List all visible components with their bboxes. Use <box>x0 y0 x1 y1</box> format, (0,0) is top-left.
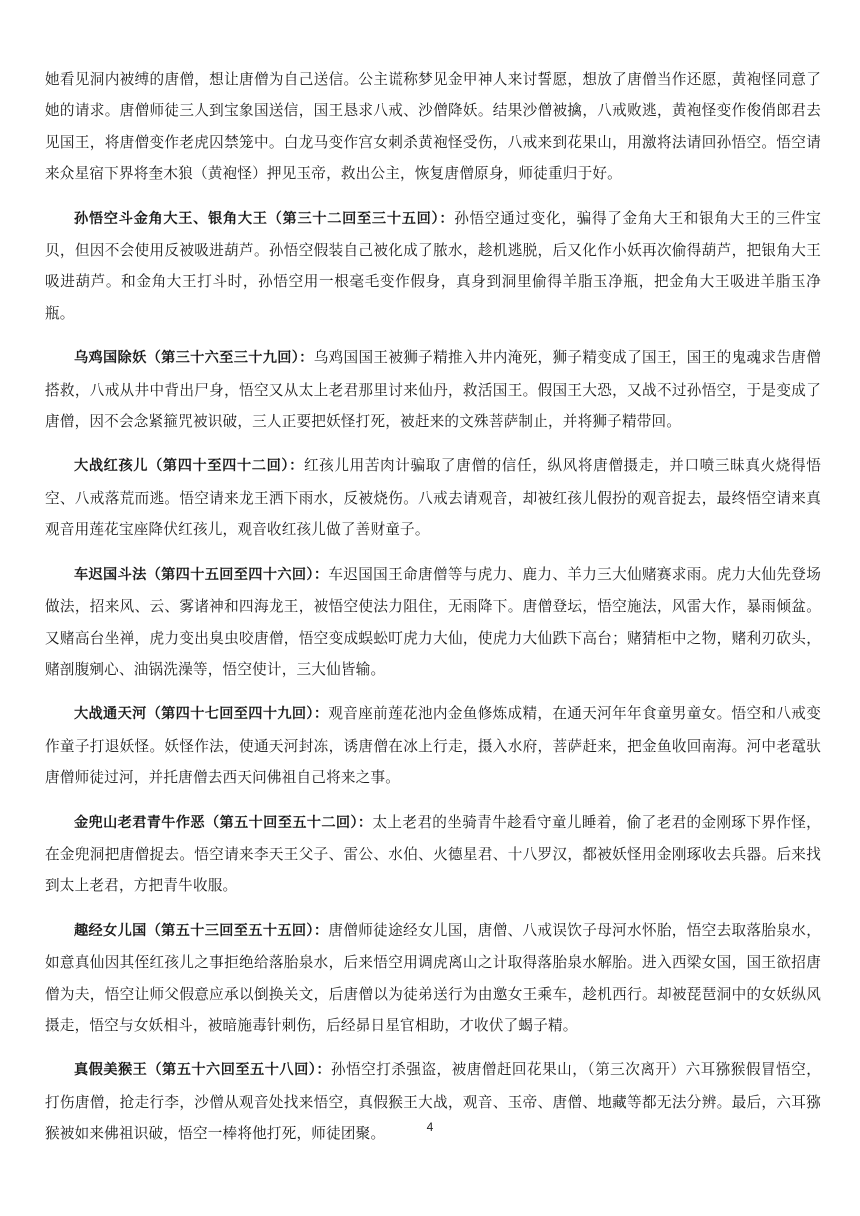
page-number: 4 <box>426 1120 434 1134</box>
section-paragraph <box>45 698 821 793</box>
section-paragraph <box>45 807 821 902</box>
section-heading: 大战红孩儿（第四十至四十二回）： <box>74 458 304 475</box>
section-paragraph <box>45 450 821 545</box>
section-heading: 真假美猴王（第五十六回至五十八回）： <box>74 1062 331 1079</box>
section-paragraph <box>45 342 821 437</box>
section-heading: 乌鸡国除妖（第三十六至三十九回）： <box>74 350 314 367</box>
section-body: 车迟国国王命唐僧等与虎力、鹿力、羊力三大仙赌赛求雨。虎力大仙先登场做法，招来风、云、雾诸神和四海龙王，被悟空使法力阻住，无雨降下。唐僧登坛，悟空施法，风雷大作，暴雨倾盆。又赌高台坐禅，虎力变出臭虫咬唐僧，悟空变成蜈蚣叮虎力大仙，使虎力大仙跌下高台；赌猜柜中之物，赌利刃砍头，赌剖腹剜心、油锅洗澡等，悟空使计，三大仙皆输。 <box>45 565 821 678</box>
section-body: 孙悟空打杀强盗，被唐僧赶回花果山，（第三次离开）六耳猕猴假冒悟空，打伤唐僧，抢走行李，沙僧从观音处找来悟空，真假猴王大战，观音、玉帝、唐僧、地藏等都无法分辨。最后，六耳猕猴被如来佛祖识破，悟空一棒将他打死，师徒团聚。 <box>45 1061 821 1143</box>
section-heading: 车迟国斗法（第四十五回至四十六回）： <box>74 566 329 583</box>
section-heading: 大战通天河（第四十七回至四十九回）： <box>74 706 329 723</box>
section-heading: 趣经女儿国（第五十三回至五十五回）： <box>74 922 329 939</box>
intro-paragraph: 她看见洞内被缚的唐僧，想让唐僧为自己送信。公主谎称梦见金甲神人来讨誓愿，想放了唐僧当作还愿，黄袍怪同意了她的请求。唐僧师徒三人到宝象国送信，国王恳求八戒、沙僧降妖。结果沙僧被擒，八戒败逃，黄袍怪变作俊俏郎君去见国王，将唐僧变作老虎囚禁笼中。白龙马变作宫女刺杀黄袍怪受伤，八戒来到花果山，用激将法请回孙悟空。悟空请来众星宿下界将奎木狼（黄袍怪）押见玉帝，救出公主，恢复唐僧原身，师徒重归于好。 <box>45 71 821 183</box>
section-body: 唐僧师徒途经女儿国，唐僧、八戒误饮子母河水怀胎，悟空去取落胎泉水，如意真仙因其侄红孩儿之事拒绝给落胎泉水，后来悟空用调虎离山之计取得落胎泉水解胎。进入西梁女国，国王欲招唐僧为夫，悟空让师父假意应承以倒换关文，后唐僧以为徒弟送行为由邀女王乘车，趁机西行。却被琵琶洞中的女妖纵风摄走，悟空与女妖相斗，被暗施毒针刺伤，后经昴日星官相助，才收伏了蝎子精。 <box>45 921 821 1034</box>
section-heading: 金兜山老君青牛作恶（第五十回至五十二回）： <box>74 814 373 831</box>
section-body: 太上老君的坐骑青牛趁看守童儿睡着，偷了老君的金刚琢下界作怪，在金兜洞把唐僧捉去。悟空请来李天王父子、雷公、水伯、火德星君、十八罗汉，都被妖怪用金刚琢收去兵器。后来找到太上老君，方把青牛收服。 <box>45 813 821 895</box>
section-body: 观音座前莲花池内金鱼修炼成精，在通天河年年食童男童女。悟空和八戒变作童子打退妖怪。妖怪作法，使通天河封冻，诱唐僧在冰上行走，摄入水府，菩萨赶来，把金鱼收回南海。河中老鼋驮唐僧师徒过河，并托唐僧去西天问佛祖自己将来之事。 <box>45 705 821 787</box>
page-content <box>45 64 821 1163</box>
section-heading: 孙悟空斗金角大王、银角大王（第三十二回至三十五回）： <box>74 210 455 227</box>
section-paragraph <box>45 915 821 1042</box>
section-body: 孙悟空通过变化，骗得了金角大王和银角大王的三件宝贝，但因不会使用反被吸进葫芦。孙悟空假装自己被化成了脓水，趁机逃脱，后又化作小妖再次偷得葫芦，把银角大王吸进葫芦。和金角大王打斗时，孙悟空用一根毫毛变作假身，真身到洞里偷得羊脂玉净瓶，把金角大王吸进羊脂玉净瓶。 <box>45 209 821 322</box>
section-paragraph <box>45 1054 821 1149</box>
section-paragraph <box>45 559 821 686</box>
section-body: 红孩儿用苦肉计骗取了唐僧的信任，纵风将唐僧摄走，并口喷三昧真火烧得悟空、八戒落荒而逃。悟空请来龙王洒下雨水，反被烧伤。八戒去请观音，却被红孩儿假扮的观音捉去，最终悟空请来真观音用莲花宝座降伏红孩儿，观音收红孩儿做了善财童子。 <box>45 457 821 539</box>
section-body: 乌鸡国国王被狮子精推入井内淹死，狮子精变成了国王，国王的鬼魂求告唐僧搭救，八戒从井中背出尸身，悟空又从太上老君那里讨来仙丹，救活国王。假国王大恐，又战不过孙悟空，于是变成了唐僧，因不会念紧箍咒被识破，三人正要把妖怪打死，被赶来的文殊菩萨制止，并将狮子精带回。 <box>45 349 821 431</box>
section-paragraph <box>45 203 821 330</box>
